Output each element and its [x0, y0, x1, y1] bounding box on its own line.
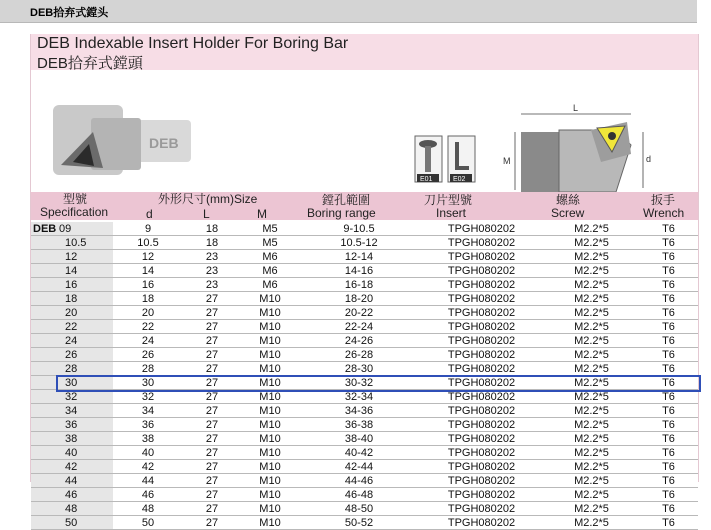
table-row [31, 404, 698, 418]
l-cell: 27 [183, 446, 241, 460]
wrench-cell: T6 [639, 362, 698, 376]
technical-drawing [503, 103, 651, 192]
header-d: d [146, 207, 153, 221]
insert-cell: TPGH080202 [419, 404, 544, 418]
d-cell: 30 [113, 376, 183, 390]
table-row [31, 432, 698, 446]
screw-part-image [415, 136, 442, 183]
wrench-cell: T6 [639, 432, 698, 446]
insert-cell: TPGH080202 [419, 502, 544, 516]
spec-value: 24 [65, 334, 78, 347]
table-row [31, 236, 698, 250]
wrench-cell: T6 [639, 264, 698, 278]
top-tab-bar [0, 0, 697, 23]
wrench-cell: T6 [639, 250, 698, 264]
m-cell: M10 [241, 474, 299, 488]
table-row [31, 502, 698, 516]
wrench-cell: T6 [639, 516, 698, 530]
insert-cell: TPGH080202 [419, 418, 544, 432]
wrench-cell: T6 [639, 376, 698, 390]
m-cell: M10 [241, 334, 299, 348]
insert-cell: TPGH080202 [419, 292, 544, 306]
table-row [31, 306, 698, 320]
boring-range-cell: 28-30 [299, 362, 419, 376]
boring-range-cell: 32-34 [299, 390, 419, 404]
product-image-row [31, 70, 698, 192]
boring-range-cell: 50-52 [299, 516, 419, 530]
spec-value: 40 [65, 446, 78, 459]
screw-cell: M2.2*5 [544, 432, 639, 446]
screw-cell: M2.2*5 [544, 516, 639, 530]
wrench-cell: T6 [639, 474, 698, 488]
l-cell: 27 [183, 306, 241, 320]
m-cell: M10 [241, 418, 299, 432]
spec-cell [31, 362, 113, 376]
wrench-cell: T6 [639, 320, 698, 334]
spec-value: 44 [65, 474, 78, 487]
d-cell: 16 [113, 278, 183, 292]
spec-value: 18 [65, 292, 78, 305]
table-row [31, 250, 698, 264]
table-row [31, 460, 698, 474]
boring-range-cell: 38-40 [299, 432, 419, 446]
m-cell: M5 [241, 222, 299, 236]
wrench-cell: T6 [639, 278, 698, 292]
boring-range-cell: 10.5-12 [299, 236, 419, 250]
header-screw-en: Screw [551, 206, 585, 220]
insert-cell: TPGH080202 [419, 516, 544, 530]
insert-cell: TPGH080202 [419, 390, 544, 404]
spec-value: 26 [65, 348, 78, 361]
l-cell: 27 [183, 488, 241, 502]
screw-cell: M2.2*5 [544, 460, 639, 474]
m-cell: M10 [241, 376, 299, 390]
spec-value: 16 [65, 278, 78, 291]
insert-cell: TPGH080202 [419, 320, 544, 334]
m-cell: M10 [241, 292, 299, 306]
spec-value: 28 [65, 362, 78, 375]
insert-cell: TPGH080202 [419, 488, 544, 502]
screw-cell: M2.2*5 [544, 376, 639, 390]
insert-cell: TPGH080202 [419, 474, 544, 488]
l-cell: 18 [183, 222, 241, 236]
insert-cell: TPGH080202 [419, 362, 544, 376]
d-cell: 38 [113, 432, 183, 446]
screw-cell: M2.2*5 [544, 306, 639, 320]
wrench-cell: T6 [639, 348, 698, 362]
l-cell: 27 [183, 516, 241, 530]
l-cell: 27 [183, 460, 241, 474]
m-cell: M10 [241, 460, 299, 474]
table-row [31, 292, 698, 306]
screw-cell: M2.2*5 [544, 292, 639, 306]
spec-cell [31, 488, 113, 502]
spec-cell [31, 446, 113, 460]
table-row [31, 278, 698, 292]
insert-cell: TPGH080202 [419, 446, 544, 460]
series-prefix: DEB [33, 222, 57, 235]
wrench-cell: T6 [639, 488, 698, 502]
screw-cell: M2.2*5 [544, 390, 639, 404]
product-panel [30, 34, 699, 529]
header-l: L [203, 207, 210, 221]
l-cell: 27 [183, 418, 241, 432]
screw-cell: M2.2*5 [544, 348, 639, 362]
wrench-cell: T6 [639, 292, 698, 306]
wrench-cell: T6 [639, 502, 698, 516]
wrench-cell: T6 [639, 390, 698, 404]
spec-value: 48 [65, 502, 78, 515]
insert-cell: TPGH080202 [419, 236, 544, 250]
wrench-cell: T6 [639, 460, 698, 474]
wrench-cell: T6 [639, 236, 698, 250]
header-dims-cn: 外形尺寸(mm)Size [158, 192, 258, 206]
boring-range-cell: 18-20 [299, 292, 419, 306]
table-row [31, 334, 698, 348]
l-cell: 23 [183, 278, 241, 292]
wrench-cell: T6 [639, 446, 698, 460]
d-cell: 44 [113, 474, 183, 488]
screw-cell: M2.2*5 [544, 488, 639, 502]
insert-cell: TPGH080202 [419, 222, 544, 236]
spec-value: 34 [65, 404, 78, 417]
spec-value: 12 [65, 250, 78, 263]
table-row [31, 474, 698, 488]
d-cell: 42 [113, 460, 183, 474]
l-cell: 18 [183, 236, 241, 250]
product-title-cn: DEB拾弃式鏜頭 [37, 55, 143, 72]
m-cell: M10 [241, 348, 299, 362]
spec-cell [31, 236, 113, 250]
m-cell: M6 [241, 278, 299, 292]
boring-head-image [53, 105, 191, 175]
spec-value: 30 [65, 376, 78, 389]
spec-value: 36 [65, 418, 78, 431]
boring-range-cell: 16-18 [299, 278, 419, 292]
spec-cell [31, 516, 113, 530]
e02-label: E02 [453, 176, 466, 183]
spec-value: 22 [65, 320, 78, 333]
product-illustrations [31, 70, 698, 192]
m-cell: M10 [241, 446, 299, 460]
spec-cell [31, 334, 113, 348]
spec-cell [31, 418, 113, 432]
boring-range-cell: 30-32 [299, 376, 419, 390]
spec-cell [31, 404, 113, 418]
table-row [31, 488, 698, 502]
m-cell: M10 [241, 404, 299, 418]
insert-cell: TPGH080202 [419, 348, 544, 362]
screw-cell: M2.2*5 [544, 250, 639, 264]
m-cell: M10 [241, 516, 299, 530]
screw-cell: M2.2*5 [544, 236, 639, 250]
boring-range-cell: 9-10.5 [299, 222, 419, 236]
m-cell: M10 [241, 488, 299, 502]
spec-cell [31, 250, 113, 264]
insert-cell: TPGH080202 [419, 278, 544, 292]
dim-d-label: d [646, 154, 652, 164]
d-cell: 18 [113, 292, 183, 306]
d-cell: 26 [113, 348, 183, 362]
header-insert-cn: 刀片型號 [424, 193, 473, 207]
insert-cell: TPGH080202 [419, 460, 544, 474]
dim-m-label: M [503, 156, 511, 166]
m-cell: M6 [241, 250, 299, 264]
spec-cell [31, 432, 113, 446]
l-cell: 23 [183, 250, 241, 264]
insert-cell: TPGH080202 [419, 334, 544, 348]
table-row [31, 264, 698, 278]
m-cell: M10 [241, 362, 299, 376]
table-row [31, 446, 698, 460]
wrench-cell: T6 [639, 404, 698, 418]
header-spec-cn: 型號 [63, 192, 88, 206]
spec-cell [31, 222, 113, 236]
screw-cell: M2.2*5 [544, 278, 639, 292]
header-m: M [257, 207, 267, 221]
d-cell: 28 [113, 362, 183, 376]
d-cell: 14 [113, 264, 183, 278]
screw-cell: M2.2*5 [544, 404, 639, 418]
table-row [31, 348, 698, 362]
table-row [31, 418, 698, 432]
boring-range-cell: 24-26 [299, 334, 419, 348]
d-cell: 32 [113, 390, 183, 404]
screw-cell: M2.2*5 [544, 418, 639, 432]
boring-range-cell: 42-44 [299, 460, 419, 474]
wrench-cell: T6 [639, 334, 698, 348]
wrench-part-image [448, 136, 475, 183]
e01-label: E01 [420, 176, 433, 183]
wrench-cell: T6 [639, 418, 698, 432]
header-bore-en: Boring range [307, 206, 376, 220]
l-cell: 27 [183, 474, 241, 488]
screw-cell: M2.2*5 [544, 222, 639, 236]
spec-value: 38 [65, 432, 78, 445]
table-row [31, 320, 698, 334]
header-wrench-en: Wrench [643, 206, 685, 220]
spec-cell [31, 460, 113, 474]
spec-cell [31, 306, 113, 320]
boring-range-cell: 20-22 [299, 306, 419, 320]
insert-cell: TPGH080202 [419, 306, 544, 320]
m-cell: M10 [241, 320, 299, 334]
d-cell: 48 [113, 502, 183, 516]
insert-cell: TPGH080202 [419, 432, 544, 446]
table-row [31, 516, 698, 530]
product-title-en: DEB Indexable Insert Holder For Boring Bar [37, 35, 349, 52]
top-tab-title: DEB拾弃式鏜头 [30, 7, 109, 19]
spec-value: 09 [59, 222, 72, 235]
l-cell: 27 [183, 292, 241, 306]
product-header [31, 34, 698, 70]
header-bore-cn: 鏜孔範圍 [322, 193, 371, 207]
l-cell: 27 [183, 362, 241, 376]
d-cell: 9 [113, 222, 183, 236]
d-cell: 12 [113, 250, 183, 264]
spec-cell [31, 474, 113, 488]
svg-text:DEB: DEB [149, 135, 179, 151]
m-cell: M10 [241, 502, 299, 516]
boring-range-cell: 40-42 [299, 446, 419, 460]
row-highlight-box [56, 375, 701, 392]
table-row [31, 222, 698, 236]
spec-cell [31, 348, 113, 362]
screw-cell: M2.2*5 [544, 474, 639, 488]
d-cell: 46 [113, 488, 183, 502]
spec-cell [31, 292, 113, 306]
spec-value: 32 [65, 390, 78, 403]
header-spec-en: Specification [40, 205, 109, 219]
m-cell: M10 [241, 390, 299, 404]
boring-range-cell: 22-24 [299, 320, 419, 334]
insert-cell: TPGH080202 [419, 264, 544, 278]
insert-cell: TPGH080202 [419, 376, 544, 390]
spec-cell [31, 278, 113, 292]
d-cell: 20 [113, 306, 183, 320]
boring-range-cell: 48-50 [299, 502, 419, 516]
d-cell: 22 [113, 320, 183, 334]
wrench-cell: T6 [639, 306, 698, 320]
spec-value: 20 [65, 306, 78, 319]
boring-range-cell: 36-38 [299, 418, 419, 432]
spec-value: 42 [65, 460, 78, 473]
table-header [31, 192, 698, 220]
boring-range-cell: 12-14 [299, 250, 419, 264]
boring-range-cell: 46-48 [299, 488, 419, 502]
d-cell: 36 [113, 418, 183, 432]
m-cell: M5 [241, 236, 299, 250]
l-cell: 27 [183, 334, 241, 348]
screw-cell: M2.2*5 [544, 502, 639, 516]
d-cell: 10.5 [113, 236, 183, 250]
m-cell: M10 [241, 306, 299, 320]
screw-cell: M2.2*5 [544, 334, 639, 348]
spec-value: 10.5 [65, 236, 87, 249]
spec-cell [31, 264, 113, 278]
header-wrench-cn: 扳手 [651, 193, 676, 207]
spec-value: 50 [65, 516, 78, 529]
screw-cell: M2.2*5 [544, 446, 639, 460]
d-cell: 50 [113, 516, 183, 530]
l-cell: 27 [183, 502, 241, 516]
l-cell: 27 [183, 348, 241, 362]
screw-cell: M2.2*5 [544, 362, 639, 376]
d-cell: 34 [113, 404, 183, 418]
screw-cell: M2.2*5 [544, 264, 639, 278]
l-cell: 27 [183, 376, 241, 390]
m-cell: M6 [241, 264, 299, 278]
dim-l-label: L [573, 103, 579, 113]
header-screw-cn: 螺絲 [556, 193, 581, 207]
spec-value: 46 [65, 488, 78, 501]
boring-range-cell: 26-28 [299, 348, 419, 362]
l-cell: 27 [183, 404, 241, 418]
spec-cell [31, 320, 113, 334]
table-row [31, 362, 698, 376]
insert-cell: TPGH080202 [419, 250, 544, 264]
l-cell: 27 [183, 432, 241, 446]
boring-range-cell: 14-16 [299, 264, 419, 278]
screw-cell: M2.2*5 [544, 320, 639, 334]
l-cell: 27 [183, 390, 241, 404]
spec-cell [31, 502, 113, 516]
spec-value: 14 [65, 264, 78, 277]
l-cell: 23 [183, 264, 241, 278]
boring-range-cell: 34-36 [299, 404, 419, 418]
header-insert-en: Insert [436, 206, 467, 220]
wrench-cell: T6 [639, 222, 698, 236]
l-cell: 27 [183, 320, 241, 334]
d-cell: 40 [113, 446, 183, 460]
m-cell: M10 [241, 432, 299, 446]
d-cell: 24 [113, 334, 183, 348]
boring-range-cell: 44-46 [299, 474, 419, 488]
